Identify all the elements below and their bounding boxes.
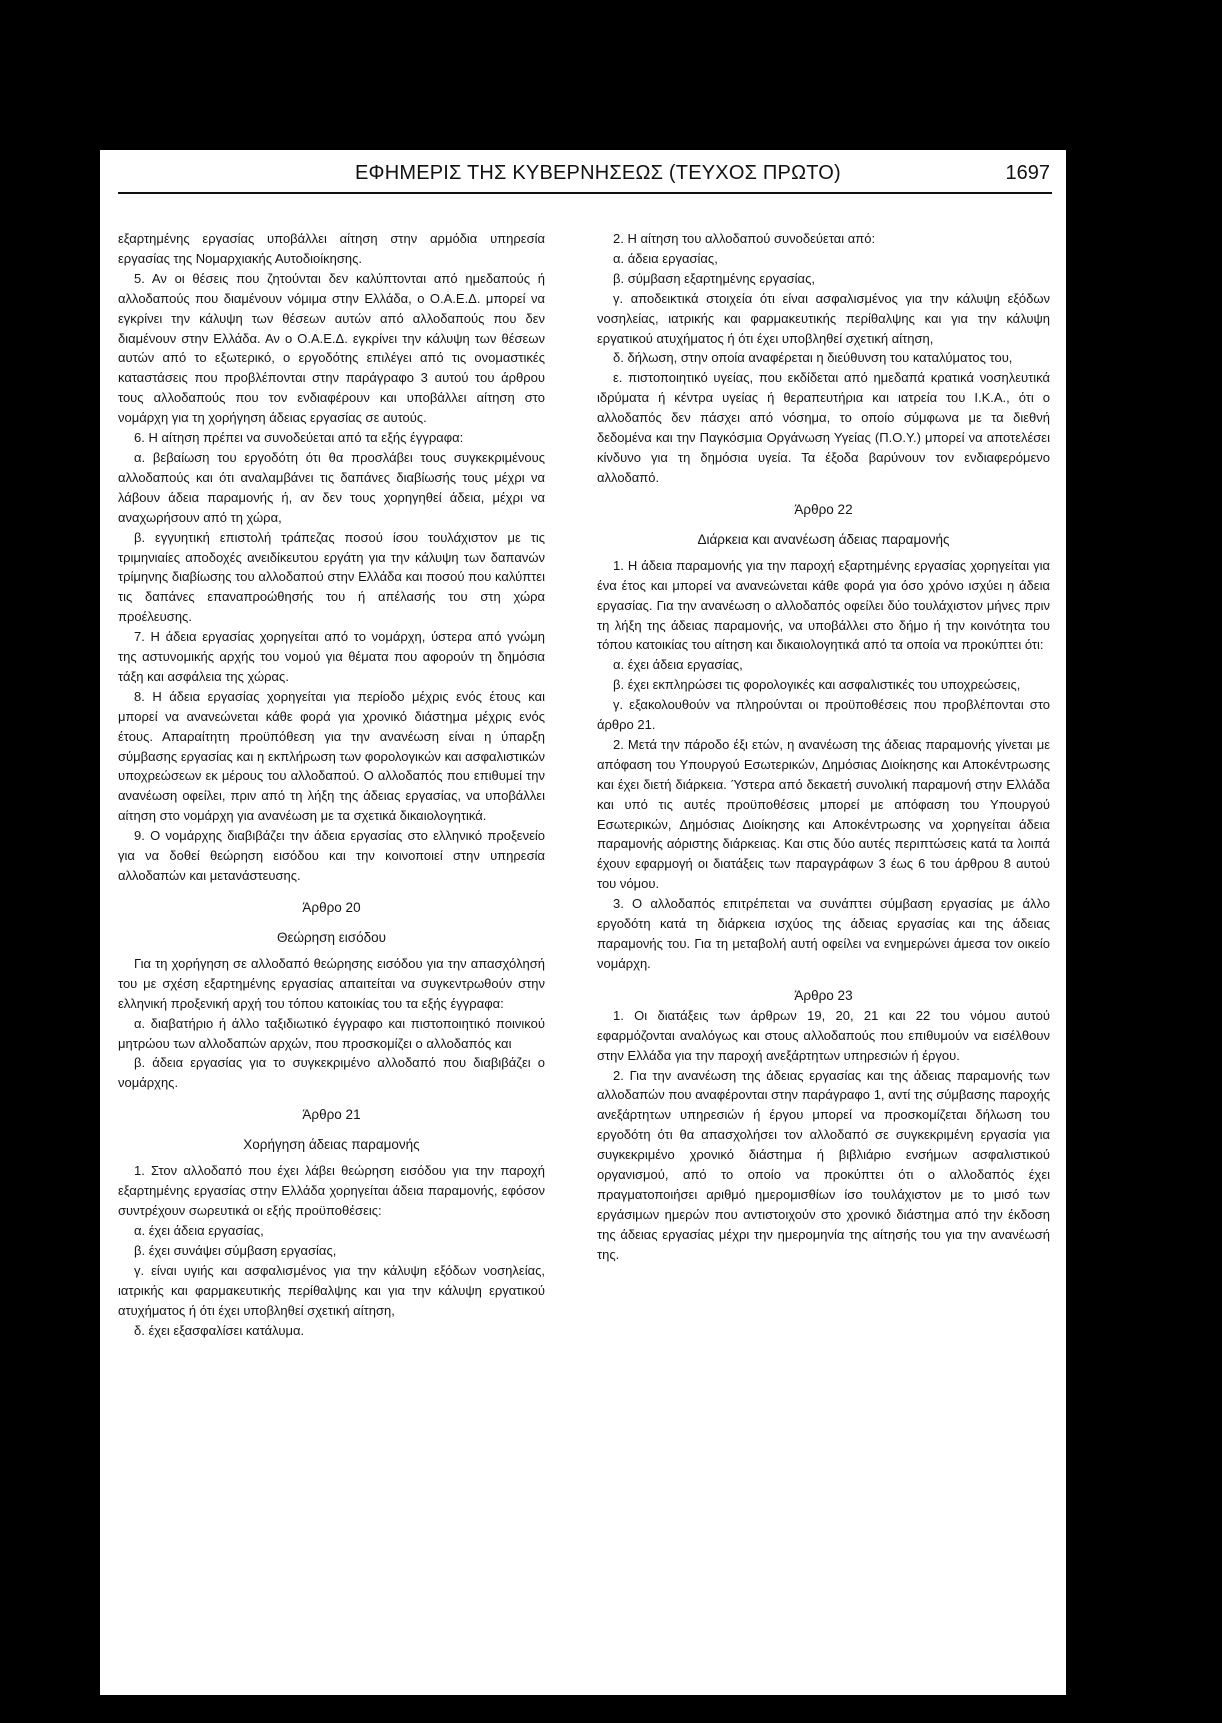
paragraph: γ. εξακολουθούν να πληρούνται οι προϋποθέσεις που προβλέπονται στο άρθρο 21. bbox=[597, 697, 1050, 733]
article-subheading: Θεώρηση εισόδου bbox=[276, 929, 387, 945]
paragraph: 6. Η αίτηση πρέπει να συνοδεύεται από τα εξής έγγραφα: bbox=[134, 430, 464, 446]
article-subheading: Διάρκεια και ανανέωση άδειας παραμονής bbox=[697, 531, 950, 547]
paragraph: Για τη χορήγηση σε αλλοδαπό θεώρησης εισόδου για την απασχόλησή του με σχέση εξαρτημένης εργασίας απαιτείται να συγκεντρωθούν στην ελληνική προξενική αρχή του τόπου κατοικίας του τα εξής έγγραφα: bbox=[118, 955, 545, 1011]
gazette-title: ΕΦΗΜΕΡΙΣ ΤΗΣ ΚΥΒΕΡΝΗΣΕΩΣ (ΤΕΥΧΟΣ ΠΡΩΤΟ) bbox=[355, 162, 841, 184]
paragraph: 8. Η άδεια εργασίας χορηγείται για περίοδο μέχρις ενός έτους και μπορεί να ανανεώνεται κάθε φορά για χρονικό διάστημα μέχρις ενός έτους. Απαραίτητη προϋπόθεση για την ανανέωση είναι η ύπαρξη σύμβασης εργασίας και η εκπλήρωση των φορολογικών και ασφαλιστικών υποχρεώσεων εκ μέρους του αλλοδαπού. Ο αλλοδαπός που επιθυμεί την ανανέωση οφείλει, πριν από τη λήξη της άδειας εργασίας, να υποβάλλει αίτηση στο νομάρχη για ανανέωση με τα σχετικά δικαιολογητικά. bbox=[118, 688, 545, 824]
article-heading: Άρθρο 22 bbox=[794, 501, 853, 517]
paragraph: β. έχει εκπληρώσει τις φορολογικές και ασφαλιστικές του υποχρεώσεις, bbox=[613, 677, 1021, 693]
paragraph: 2. Μετά την πάροδο έξι ετών, η ανανέωση της άδειας παραμονής γίνεται με απόφαση του Υπουργού Εσωτερικών, Δημόσιας Διοίκησης και Αποκέντρωσης και έχει διετή διάρκεια. Ύστερα από δεκαετή συνολική παραμονή στην Ελλάδα και υπό τις αυτές προϋποθέσεις μπορεί με απόφαση του Υπουργού Εσωτερικών, Δημόσιας Διοίκησης και Αποκέντρωσης να χορηγείται άδεια παραμονής αόριστης διάρκειας. Και στις δύο αυτές περιπτώσεις κατά τα λοιπά έχουν εφαρμογή οι διατάξεις των παραγράφων 3 έως 6 του άρθρου 8 αυτού του νόμου. bbox=[597, 736, 1050, 892]
paragraph: α. βεβαίωση του εργοδότη ότι θα προσλάβει τους συγκεκριμένους αλλοδαπούς και ότι αναλαμβάνει τις δαπάνες διαβίωσής τους μέχρι να λάβουν άδεια παραμονής ή, αν δεν τους χορηγηθεί άδεια, μέχρι να αναχωρήσουν από τη χώρα, bbox=[118, 449, 545, 525]
paragraph: 5. Αν οι θέσεις που ζητούνται δεν καλύπτονται από ημεδαπούς ή αλλοδαπούς που διαμένουν νόμιμα στην Ελλάδα, ο Ο.Α.Ε.Δ. μπορεί να εγκρίνει την κάλυψη των θέσεων αυτών από αλλοδαπούς που δεν διαμένουν στην Ελλάδα. Αν ο Ο.Α.Ε.Δ. εγκρίνει την κάλυψη των θέσεων αυτών από το εξωτερικό, ο εργοδότης επιλέγει από τις ονομαστικές καταστάσεις που προβλέπονται στην παράγραφο 3 αυτού του άρθρου τους αλλοδαπούς που τον ενδιαφέρουν και υποβάλλει αίτηση στο νομάρχη για τη χορήγηση άδειας εργασίας σε αυτούς. bbox=[118, 270, 545, 426]
right-column bbox=[597, 229, 1050, 1265]
paragraph: 3. Ο αλλοδαπός επιτρέπεται να συνάπτει σύμβαση εργασίας με άλλο εργοδότη κατά τη διάρκεια ισχύος της άδειας εργασίας και της άδειας παραμονής του. Για τη μεταβολή αυτή οφείλει να ενημερώνει άμεσα τον οικείο νομάρχη. bbox=[597, 896, 1050, 971]
page-number: 1697 bbox=[1005, 162, 1050, 184]
header-rule bbox=[118, 192, 1052, 194]
paragraph: α. έχει άδεια εργασίας, bbox=[134, 1222, 264, 1238]
article-heading: Άρθρο 23 bbox=[794, 987, 853, 1003]
paragraph: ε. πιστοποιητικό υγείας, που εκδίδεται από ημεδαπά κρατικά νοσηλευτικά ιδρύματα ή κέντρα υγείας ή θεραπευτήρια και ιατρεία του Ι.Κ.Α., ότι ο αλλοδαπός δεν πάσχει από νόσημα, το οποίο σύμφωνα με τα διεθνή δεδομένα και την Παγκόσμια Οργάνωση Υγείας (Π.Ο.Υ.) μπορεί να αποτελέσει κίνδυνο για τη δημόσια υγεία. Τα έξοδα βαρύνουν τον ενδιαφερόμενο αλλοδαπό. bbox=[597, 370, 1050, 485]
paragraph: β. εγγυητική επιστολή τράπεζας ποσού ίσου τουλάχιστον με τις τριμηνιαίες αποδοχές ανειδίκευτου εργάτη για την κάλυψη των δαπανών τρίμηνης διαβίωσης του αλλοδαπού στην Ελλάδα και ποσού που καλύπτει τις δαπάνες επαναπροώθησής του ή απέλασής του στη χώρα προέλευσης. bbox=[118, 529, 545, 625]
paragraph: γ. είναι υγιής και ασφαλισμένος για την κάλυψη εξόδων νοσηλείας, ιατρικής και φαρμακευτικής περίθαλψης και για την κάλυψη εργατικού ατυχήματος ή ότι έχει υποβληθεί σχετική αίτηση, bbox=[118, 1262, 545, 1318]
paragraph: γ. αποδεικτικά στοιχεία ότι είναι ασφαλισμένος για την κάλυψη εξόδων νοσηλείας, ιατρικής και φαρμακευτικής περίθαλψης και για την κάλυψη εργατικού ατυχήματος ή ότι έχει υποβληθεί σχετική αίτηση, bbox=[597, 290, 1050, 346]
paragraph: δ. έχει εξασφαλίσει κατάλυμα. bbox=[134, 1322, 305, 1338]
paragraph: 1. Η άδεια παραμονής για την παροχή εξαρτημένης εργασίας χορηγείται για ένα έτος και μπορεί να ανανεώνεται κάθε φορά για όσο χρόνο ισχύει η άδεια εργασίας. Για την ανανέωση ο αλλοδαπός οφείλει δύο τουλάχιστον μήνες πριν τη λήξη της άδειας παραμονής, να υποβάλλει στο δήμο ή την κοινότητα του τόπου κατοικίας του αίτηση και δικαιολογητικά από τα οποία να προκύπτει ότι: bbox=[597, 557, 1050, 653]
paragraph: 2. Για την ανανέωση της άδειας εργασίας και της άδειας παραμονής των αλλοδαπών που αναφέρονται στην παράγραφο 1, αντί της σύμβασης παροχής ανεξάρτητων υπηρεσιών ή έργου μπορεί να προσκομίζεται δήλωση του εργοδότη ότι θα απασχολήσει τον αλλοδαπό σε συγκεκριμένη εργασία για συγκεκριμένο χρονικό διάστημα ή βιβλιάριο ενσήμων ασφαλιστικού οργανισμού, από το οποίο να προκύπτει ότι ο αλλοδαπός έχει πραγματοποιήσει αριθμό ημερομισθίων ίσο τουλάχιστον με το μισό των εργάσιμων ημερών που αντιστοιχούν στο χρονικό διάστημα από την έκδοση της άδειας εργασίας μέχρι την ημερομηνία της αίτησής του για την ανανέωσή της. bbox=[597, 1067, 1050, 1262]
paragraph: εξαρτημένης εργασίας υποβάλλει αίτηση στην αρμόδια υπηρεσία εργασίας της Νομαρχιακής Αυτοδιοίκησης. bbox=[118, 231, 545, 266]
paragraph: 7. Η άδεια εργασίας χορηγείται από το νομάρχη, ύστερα από γνώμη της αστυνομικής αρχής του νομού για θέματα που αφορούν τη δημόσια τάξη και ασφάλεια της χώρας. bbox=[118, 629, 545, 684]
paragraph: α. άδεια εργασίας, bbox=[613, 250, 718, 266]
paragraph: β. έχει συνάψει σύμβαση εργασίας, bbox=[134, 1242, 337, 1258]
paragraph: 9. Ο νομάρχης διαβιβάζει την άδεια εργασίας στο ελληνικό προξενείο για να δοθεί θεώρηση εισόδου και την κοινοποιεί στην υπηρεσία αλλοδαπών και μετανάστευσης. bbox=[118, 828, 545, 883]
paragraph: α. διαβατήριο ή άλλο ταξιδιωτικό έγγραφο και πιστοποιητικό ποινικού μητρώου των αλλοδαπών αρχών, που προσκομίζει ο αλλοδαπός και bbox=[118, 1015, 545, 1051]
left-column bbox=[118, 229, 545, 1340]
paragraph: β. σύμβαση εξαρτημένης εργασίας, bbox=[613, 270, 815, 286]
paragraph: 1. Οι διατάξεις των άρθρων 19, 20, 21 και 22 του νόμου αυτού εφαρμόζονται αναλόγως και στους αλλοδαπούς που επιθυμούν να εισέλθουν στην Ελλάδα για την παροχή ανεξάρτητων υπηρεσιών ή έργου. bbox=[597, 1007, 1050, 1063]
article-heading: Άρθρο 20 bbox=[302, 899, 361, 915]
article-heading: Άρθρο 21 bbox=[302, 1107, 361, 1123]
paragraph: α. έχει άδεια εργασίας, bbox=[613, 657, 743, 673]
article-subheading: Χορήγηση άδειας παραμονής bbox=[243, 1137, 420, 1153]
paragraph: β. άδεια εργασίας για το συγκεκριμένο αλλοδαπό που διαβιβάζει ο νομάρχης. bbox=[118, 1055, 545, 1091]
paragraph: 2. Η αίτηση του αλλοδαπού συνοδεύεται από: bbox=[613, 231, 876, 246]
paragraph: 1. Στον αλλοδαπό που έχει λάβει θεώρηση εισόδου για την παροχή εξαρτημένης εργασίας στην Ελλάδα χορηγείται άδεια παραμονής, εφόσον συντρέχουν σωρευτικά οι εξής προϋποθέσεις: bbox=[118, 1163, 545, 1219]
paragraph: δ. δήλωση, στην οποία αναφέρεται η διεύθυνση του καταλύματος του, bbox=[613, 350, 1013, 366]
running-header bbox=[100, 162, 1050, 186]
